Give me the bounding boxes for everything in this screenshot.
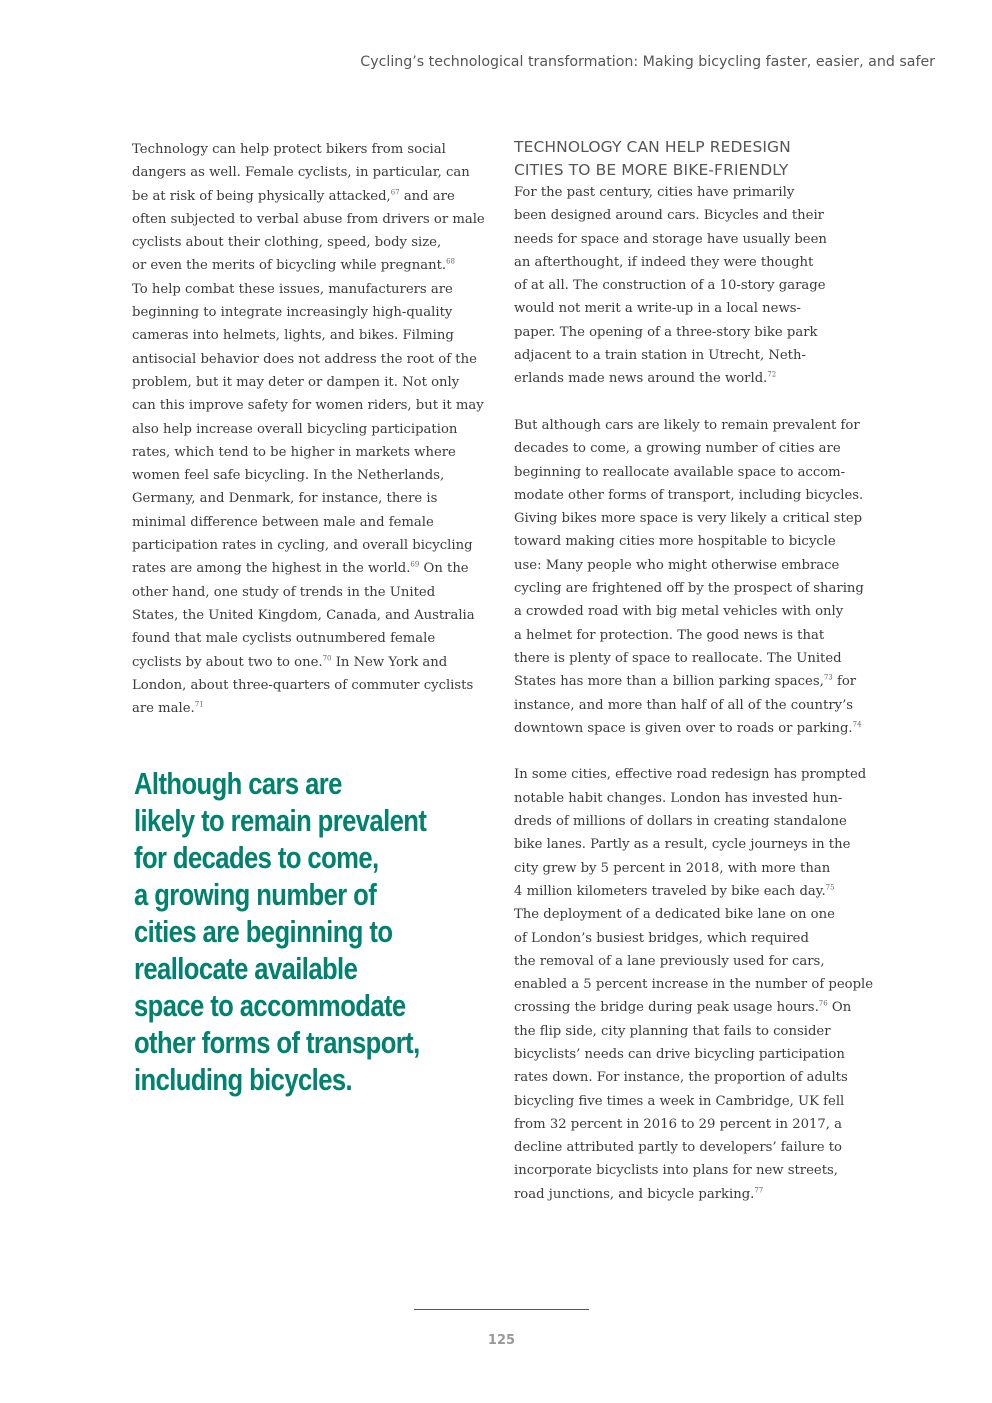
text-line: incorporate bicyclists into plans for new streets,: [514, 1163, 838, 1179]
footnote-ref: 74: [852, 720, 862, 729]
footnote-ref: 75: [825, 883, 835, 892]
text-line: To help combat these issues, manufacturers are: [132, 281, 453, 297]
text-line: women feel safe bicycling. In the Netherlands,: [132, 468, 445, 484]
text-line: 4 million kilometers traveled by bike each day.$^{75}$: [514, 883, 835, 899]
text-line: rates down. For instance, the proportion of adults: [514, 1070, 848, 1086]
text-line: minimal difference between male and female: [132, 514, 434, 530]
text-line: be at risk of being physically attacked,$^{67}$ and are: [132, 188, 455, 204]
footnote-ref: 73: [823, 673, 833, 682]
running-head: Cycling’s technological transformation: Making bicycling faster, easier, and safer: [360, 54, 935, 70]
text-line: The deployment of a dedicated bike lane on one: [514, 907, 835, 923]
text-line: beginning to integrate increasingly high-quality: [132, 305, 453, 321]
pull-quote-line: likely to remain prevalent: [134, 804, 427, 838]
pull-quote-line: reallocate available: [134, 952, 358, 986]
text-line: would not merit a write-up in a local news-: [514, 301, 801, 317]
pull-quote-line: other forms of transport,: [134, 1026, 420, 1060]
text-line: a crowded road with big metal vehicles with only: [514, 604, 844, 620]
text-line: bicyclists’ needs can drive bicycling participation: [514, 1046, 845, 1062]
text-line: notable habit changes. London has invested hun-: [514, 790, 843, 806]
text-line: cyclists about their clothing, speed, body size,: [132, 235, 442, 251]
text-line: can this improve safety for women riders, but it may: [132, 398, 484, 414]
footnote-ref: 70: [322, 654, 332, 663]
footer-divider: [414, 1309, 589, 1310]
footnote-ref: 77: [754, 1186, 764, 1195]
footnote-ref: 71: [194, 700, 204, 709]
pull-quote-line: cities are beginning to: [134, 915, 393, 949]
text-line: In some cities, effective road redesign has prompted: [514, 767, 867, 783]
text-line: cyclists by about two to one.$^{70}$ In New York and: [132, 654, 448, 670]
text-line: other hand, one study of trends in the United: [132, 584, 436, 600]
text-line: States, the United Kingdom, Canada, and Australia: [132, 607, 475, 623]
pull-quote: [134, 766, 427, 1099]
section-heading: [514, 136, 864, 182]
section-heading-line-2: CITIES TO BE MORE BIKE-FRIENDLY: [514, 161, 789, 179]
paragraph: [514, 763, 874, 1206]
text-line: participation rates in cycling, and overall bicycling: [132, 538, 473, 554]
text-line: States has more than a billion parking spaces,$^{73}$ for: [514, 673, 857, 690]
text-line: For the past century, cities have primarily: [514, 185, 795, 200]
text-line: downtown space is given over to roads or parking.$^{74}$: [514, 720, 862, 736]
text-line: needs for space and storage have usually been: [514, 231, 827, 247]
footnote-ref: 69: [410, 560, 420, 569]
text-line: from 32 percent in 2016 to 29 percent in 2017, a: [514, 1116, 843, 1132]
text-line: rates, which tend to be higher in markets where: [132, 444, 456, 460]
text-line: the flip side, city planning that fails to consider: [514, 1023, 831, 1039]
text-line: enabled a 5 percent increase in the number of people: [514, 977, 874, 993]
text-line: erlands made news around the world.$^{72}$: [514, 370, 777, 387]
footnote-ref: 68: [446, 258, 455, 267]
text-line: of at all. The construction of a 10-story garage: [514, 278, 826, 294]
text-line: antisocial behavior does not address the root of the: [132, 351, 477, 367]
text-line: road junctions, and bicycle parking.$^{77}$: [514, 1186, 764, 1202]
text-line: Giving bikes more space is very likely a critical step: [514, 511, 863, 527]
text-line: beginning to reallocate available space to accom-: [514, 464, 846, 480]
text-line: of London’s busiest bridges, which required: [514, 930, 809, 946]
left-column-body: [132, 138, 484, 720]
pull-quote-line: Although cars are: [134, 767, 342, 801]
text-line: paper. The opening of a three-story bike park: [514, 324, 818, 340]
text-line: rates are among the highest in the world.$^{69}$ On the: [132, 560, 469, 577]
text-line: decades to come, a growing number of cities are: [514, 441, 841, 457]
text-line: dangers as well. Female cyclists, in particular, can: [132, 165, 470, 181]
text-line: decline attributed partly to developers’ failure to: [514, 1140, 842, 1156]
footnote-ref: 67: [390, 188, 400, 197]
text-line: are male.$^{71}$: [132, 700, 204, 717]
text-line: also help increase overall bicycling participation: [132, 421, 458, 437]
text-line: bike lanes. Partly as a result, cycle journeys in the: [514, 837, 851, 853]
pull-quote-line: a growing number of: [134, 878, 377, 912]
pull-quote-line: for decades to come,: [134, 841, 379, 875]
text-line: been designed around cars. Bicycles and their: [514, 208, 824, 224]
text-line: cameras into helmets, lights, and bikes. Filming: [132, 328, 454, 344]
text-line: bicycling five times a week in Cambridge, UK fell: [514, 1093, 845, 1109]
text-line: adjacent to a train station in Utrecht, Neth-: [514, 348, 806, 364]
text-line: there is plenty of space to reallocate. The United: [514, 650, 842, 666]
text-line: London, about three-quarters of commuter cyclists: [132, 677, 474, 693]
pull-quote-line: including bicycles.: [134, 1063, 353, 1097]
paragraph: [514, 414, 864, 740]
right-column-body: [514, 181, 874, 1206]
text-line: instance, and more than half of all of the country’s: [514, 697, 854, 713]
paragraph: [514, 181, 864, 391]
text-line: often subjected to verbal abuse from drivers or male: [132, 211, 485, 227]
right-column: [514, 136, 874, 1206]
text-line: Germany, and Denmark, for instance, there is: [132, 491, 438, 507]
text-line: But although cars are likely to remain prevalent for: [514, 417, 860, 433]
footnote-ref: 72: [767, 370, 777, 379]
text-line: cycling are frightened off by the prospect of sharing: [514, 581, 864, 597]
text-line: use: Many people who might otherwise embrace: [514, 557, 840, 573]
text-line: toward making cities more hospitable to bicycle: [514, 534, 836, 550]
text-line: crossing the bridge during peak usage hours.$^{76}$ On: [514, 1000, 852, 1016]
text-line: modate other forms of transport, including bicycles.: [514, 487, 864, 503]
text-line: city grew by 5 percent in 2018, with more than: [514, 860, 831, 876]
text-line: found that male cyclists outnumbered female: [132, 631, 436, 647]
text-line: the removal of a lane previously used for cars,: [514, 953, 825, 969]
pull-quote-line: space to accommodate: [134, 989, 406, 1023]
text-line: dreds of millions of dollars in creating standalone: [514, 814, 847, 830]
section-heading-line-1: TECHNOLOGY CAN HELP REDESIGN: [514, 138, 791, 156]
text-line: or even the merits of bicycling while pregnant.$^{68}$: [132, 258, 455, 274]
footnote-ref: 76: [818, 1000, 828, 1008]
text-line: an afterthought, if indeed they were thought: [514, 254, 814, 270]
text-line: Technology can help protect bikers from social: [132, 142, 446, 157]
text-line: problem, but it may deter or dampen it. Not only: [132, 374, 460, 390]
page-number: 125: [487, 1333, 516, 1348]
text-line: a helmet for protection. The good news is that: [514, 627, 825, 643]
